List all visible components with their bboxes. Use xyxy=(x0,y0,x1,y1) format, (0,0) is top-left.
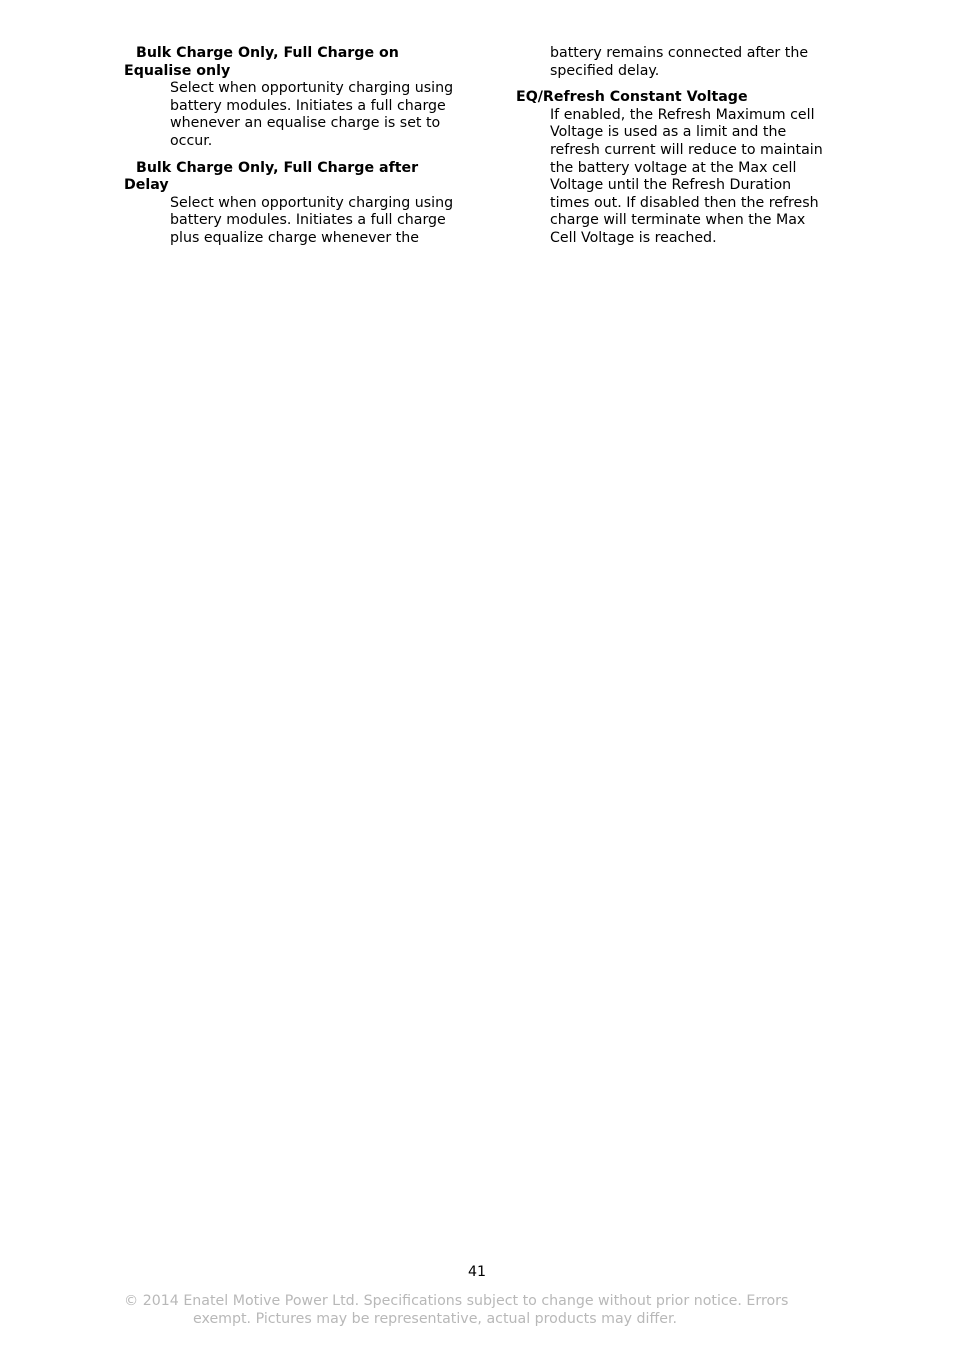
term-line: Bulk Charge Only, Full Charge on xyxy=(136,45,399,61)
left-column xyxy=(124,45,470,257)
description-line: the battery voltage at the Max cell xyxy=(550,159,797,176)
term-heading xyxy=(124,160,470,195)
right-column xyxy=(516,45,846,257)
description-line: whenever an equalise charge is set to xyxy=(170,115,441,132)
continued-description xyxy=(516,45,846,80)
term-line: Delay xyxy=(124,177,169,194)
definition-entry-bulk-equalise xyxy=(124,45,470,151)
description-line: times out. If disabled then the refresh xyxy=(550,194,819,211)
copyright-footer xyxy=(124,1292,844,1328)
description-line: Select when opportunity charging using xyxy=(170,80,454,97)
description-line: If enabled, the Refresh Maximum cell xyxy=(550,106,815,123)
description-line: refresh current will reduce to maintain xyxy=(550,141,823,158)
term-description xyxy=(170,195,470,248)
term-description xyxy=(170,80,470,150)
description-line: plus equalize charge whenever the xyxy=(170,229,419,246)
description-line: battery modules. Initiates a full charge xyxy=(170,97,446,114)
footer-line: © 2014 Enatel Motive Power Ltd. Specifications subject to change without prior notice. Errors xyxy=(124,1293,789,1309)
term-line: Bulk Charge Only, Full Charge after xyxy=(136,159,419,176)
term-line: Equalise only xyxy=(124,62,231,79)
term-heading xyxy=(124,45,470,80)
description-line: battery modules. Initiates a full charge xyxy=(170,212,446,229)
description-line: Voltage is used as a limit and the xyxy=(550,124,787,141)
definition-entry-eq-refresh xyxy=(516,89,846,247)
description-line: battery remains connected after the xyxy=(550,45,809,61)
page-number: 41 xyxy=(467,1264,487,1280)
description-line: Voltage until the Refresh Duration xyxy=(550,177,792,194)
footer-line: exempt. Pictures may be representative, actual products may differ. xyxy=(193,1311,678,1327)
term-heading: EQ/Refresh Constant Voltage xyxy=(516,89,748,106)
description-line: specified delay. xyxy=(550,62,660,79)
description-line: Cell Voltage is reached. xyxy=(550,229,717,246)
term-description xyxy=(550,107,846,248)
term-description xyxy=(550,45,846,80)
description-line: occur. xyxy=(170,132,213,149)
description-line: charge will terminate when the Max xyxy=(550,212,806,229)
definition-entry-bulk-delay xyxy=(124,160,470,248)
description-line: Select when opportunity charging using xyxy=(170,194,454,211)
